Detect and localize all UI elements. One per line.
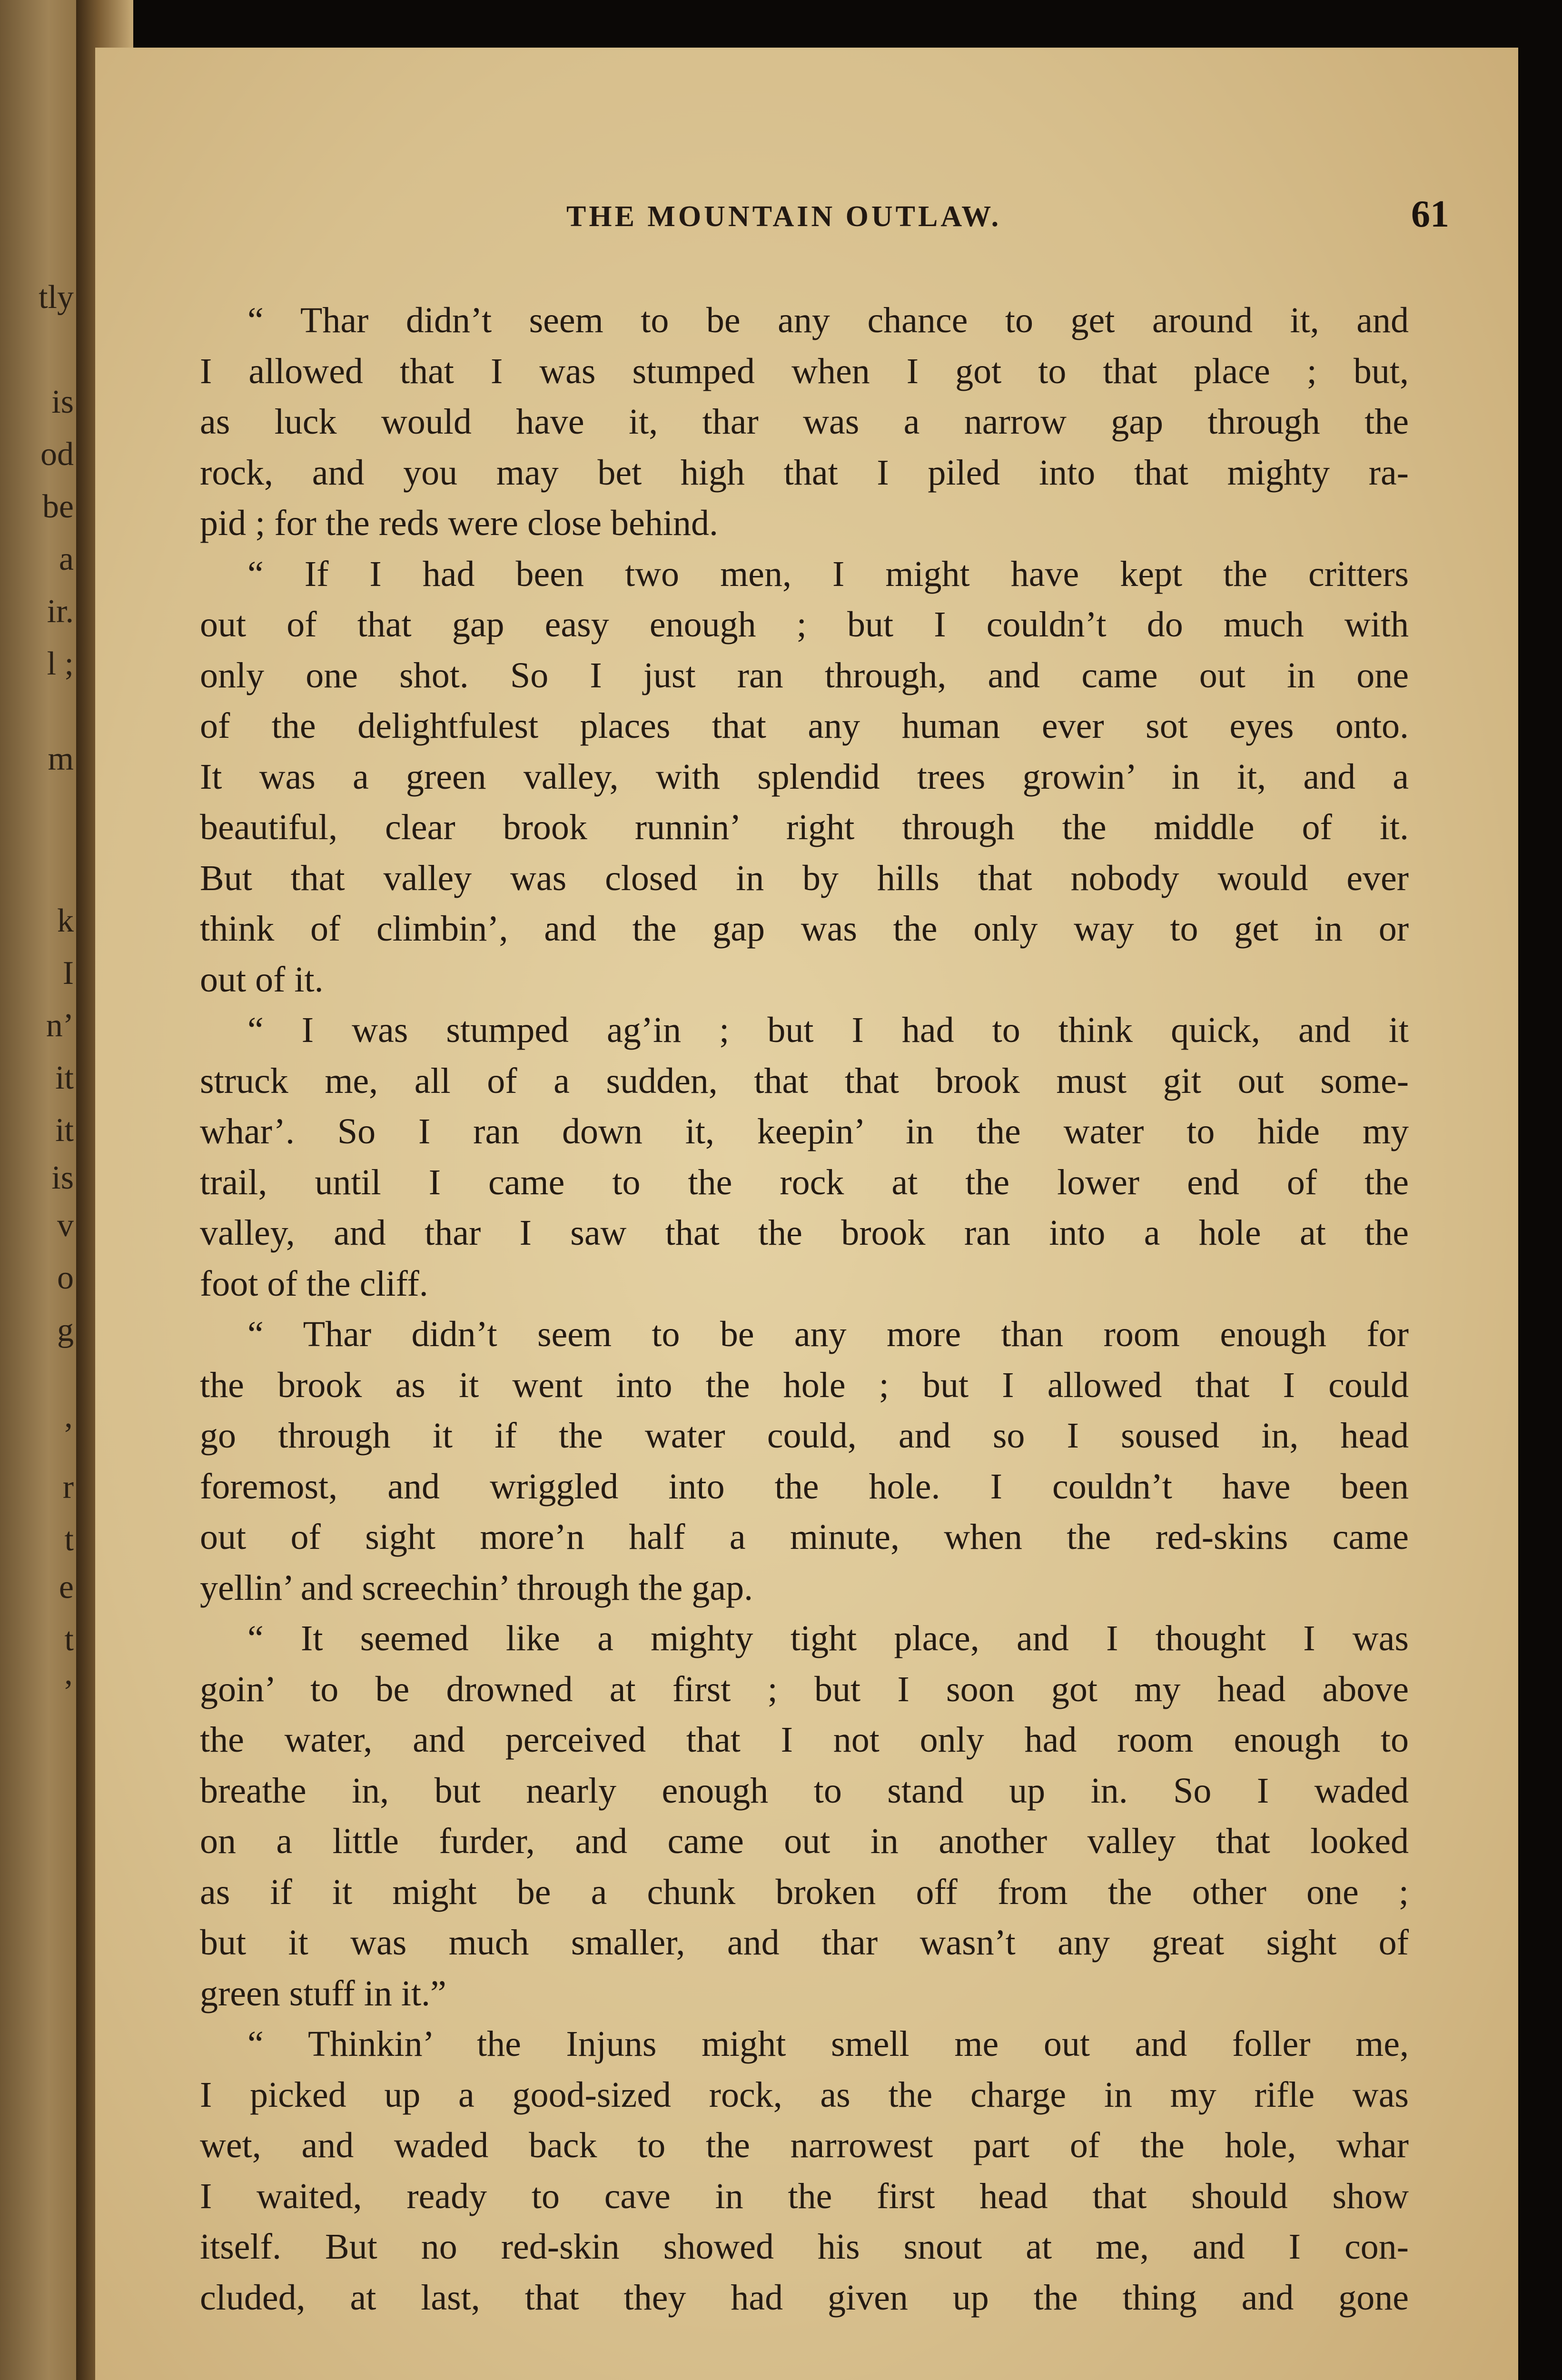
text-line: think of climbin’, and the gap was the only way to get in or <box>200 909 1409 949</box>
text-line: “ I was stumped ag’in ; but I had to think quick, and it <box>247 1010 1409 1050</box>
text-line: “ Thar didn’t seem to be any more than room enough for <box>247 1314 1409 1354</box>
text-line: out of that gap easy enough ; but I couldn’t do much with <box>200 605 1409 645</box>
text-line: as if it might be a chunk broken off from the other one ; <box>200 1872 1409 1912</box>
left-page-fragment: ’ <box>62 1417 74 1453</box>
left-page-fragment: e <box>59 1569 74 1606</box>
text-line: “ Thar didn’t seem to be any chance to get around it, and <box>247 300 1409 340</box>
text-line: valley, and thar I saw that the brook ran into a hole at the <box>200 1213 1409 1253</box>
text-line: only one shot. So I just ran through, and came out in one <box>200 655 1409 695</box>
body-text <box>200 295 1409 2323</box>
left-page-fragment: is <box>51 1160 74 1196</box>
left-page-fragment: a <box>59 541 74 577</box>
text-line: I allowed that I was stumped when I got to that place ; but, <box>200 351 1409 391</box>
text-line: as luck would have it, thar was a narrow gap through the <box>200 402 1409 442</box>
text-line: of the delightfulest places that any human ever sot eyes onto. <box>200 706 1409 746</box>
left-page-fragment: ’ <box>62 1674 74 1710</box>
left-page-fragment: o <box>57 1259 74 1296</box>
text-line: out of it. <box>200 959 324 1000</box>
text-line: the brook as it went into the hole ; but I allowed that I could <box>200 1365 1409 1405</box>
text-line: “ It seemed like a mighty tight place, and I thought I was <box>247 1618 1409 1658</box>
running-head: THE MOUNTAIN OUTLAW. <box>566 200 1002 233</box>
left-page-fragment: t <box>64 1521 74 1558</box>
text-line: whar’. So I ran down it, keepin’ in the water to hide my <box>200 1111 1409 1151</box>
text-line: go through it if the water could, and so I soused in, head <box>200 1416 1409 1456</box>
text-line: goin’ to be drowned at first ; but I soon got my head above <box>200 1669 1409 1709</box>
left-page-fragment: g <box>57 1312 74 1349</box>
left-page-fragment: od <box>40 436 74 473</box>
left-page-fragment: ir. <box>47 593 74 630</box>
text-line: I picked up a good-sized rock, as the charge in my rifle was <box>200 2074 1409 2115</box>
text-line: beautiful, clear brook runnin’ right through the middle of it. <box>200 807 1409 847</box>
text-line: It was a green valley, with splendid trees growin’ in it, and a <box>200 756 1409 797</box>
left-page-fragment: l ; <box>47 645 74 682</box>
text-line: out of sight more’n half a minute, when the red-skins came <box>200 1517 1409 1557</box>
left-page-fragment: t <box>64 1621 74 1658</box>
left-page-fragment: be <box>42 488 74 525</box>
text-line: on a little furder, and came out in another valley that looked <box>200 1821 1409 1861</box>
text-line: itself. But no red-skin showed his snout at me, and I con- <box>200 2227 1409 2267</box>
text-line: the water, and perceived that I not only had room enough to <box>200 1720 1409 1760</box>
text-line: foremost, and wriggled into the hole. I couldn’t have been <box>200 1466 1409 1507</box>
text-line: pid ; for the reds were close behind. <box>200 503 718 543</box>
left-page-fragment: is <box>51 384 74 420</box>
left-page-fragment: k <box>57 902 74 939</box>
left-page-fragment: v <box>57 1207 74 1244</box>
left-page-fragment: tly <box>39 279 74 316</box>
text-line: I waited, ready to cave in the first head that should show <box>200 2176 1409 2216</box>
text-line: struck me, all of a sudden, that that brook must git out some- <box>200 1061 1409 1101</box>
text-line: trail, until I came to the rock at the lower end of the <box>200 1162 1409 1202</box>
text-line: green stuff in it.” <box>200 1973 446 2013</box>
text-line: But that valley was closed in by hills that nobody would ever <box>200 858 1409 898</box>
text-line: rock, and you may bet high that I piled into that mighty ra- <box>200 452 1409 493</box>
left-page-fragment: r <box>62 1469 74 1506</box>
left-page-fragment: I <box>62 955 74 992</box>
left-page-fragment: it <box>55 1060 74 1096</box>
text-line: breathe in, but nearly enough to stand up in. So I waded <box>200 1770 1409 1811</box>
left-page-fragment: n’ <box>46 1007 74 1044</box>
text-line: “ If I had been two men, I might have kept the critters <box>247 554 1409 594</box>
left-page-fragment: it <box>55 1112 74 1149</box>
page-number: 61 <box>1411 193 1449 235</box>
text-line: foot of the cliff. <box>200 1263 428 1304</box>
text-line: wet, and waded back to the narrowest part of the hole, whar <box>200 2125 1409 2165</box>
text-line: yellin’ and screechin’ through the gap. <box>200 1567 753 1608</box>
text-line: but it was much smaller, and thar wasn’t any great sight of <box>200 1923 1409 1963</box>
text-line: cluded, at last, that they had given up the thing and gone <box>200 2277 1409 2318</box>
text-line: “ Thinkin’ the Injuns might smell me out and foller me, <box>247 2024 1409 2064</box>
book-page <box>95 48 1518 2380</box>
left-page-fragment: m <box>48 741 74 777</box>
left-page-fragments <box>0 0 88 2380</box>
